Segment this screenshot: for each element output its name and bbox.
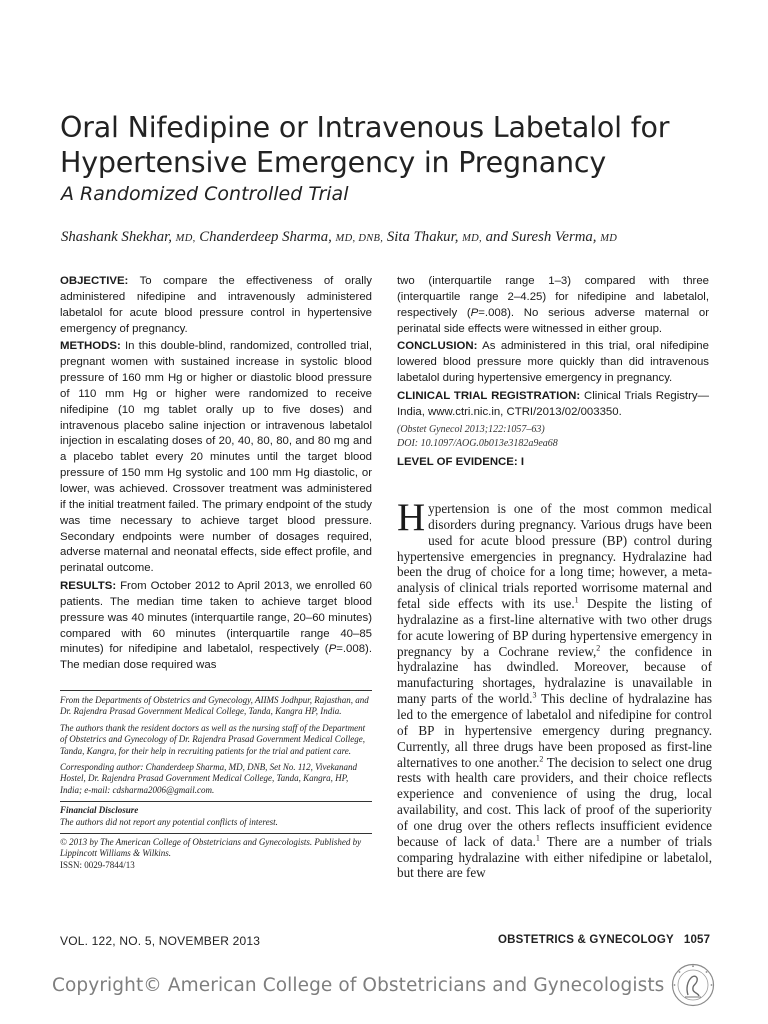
article-subtitle: A Randomized Controlled Trial — [61, 183, 349, 205]
body-part: This decline of hydralazine has led to the emergence of labetalol and nifedipine for control of BP in hypertensive emergency during pregnancy. Currently, all three drugs have been proposed as first-line alternatives to one another. — [397, 691, 712, 770]
article-title: Oral Nifedipine or Intravenous Labetalol for Hypertensive Emergency in Pregnancy — [60, 111, 670, 179]
affiliation-note: From the Departments of Obstetrics and Gynecology, AIIMS Jodhpur, Rajasthan, and Dr. Rajendra Prasad Government Medical College, Tanda, Kangra HP, India. — [60, 695, 369, 717]
author-degree: MD, DNB, — [335, 233, 384, 244]
methods-label: METHODS: — [60, 340, 121, 353]
results-p-symbol: P — [328, 643, 337, 656]
methods-text: In this double-blind, randomized, controlled trial, pregnant women with sustained increase in systolic blood pressure of 160 mm Hg or higher or diastolic blood pressure of 110 mm Hg or higher were randomized to receive nifedipine (10 mg tablet orally up to five doses) and intravenous placebo saline injection or intravenous labetalol injection in escalating doses of 20, 40, 80, 80, and 80 mg and a placebo tablet every 20 minutes until the target blood pressure of 150 mm Hg systolic and 100 mm Hg diastolic, or lower, was achieved. Crossover treatment was administered if the initial treatment failed. The primary endpoint of the study was time necessary to achieve target blood pressure. Secondary endpoints were number of dosages required, adverse maternal and neonatal effects, side effect profile, and perinatal outcome. — [60, 340, 372, 575]
objective-label: OBJECTIVE: — [60, 275, 129, 287]
body-part: There are a number of trials comparing hydralazine with either nifedipine or labetalol, but there are few — [397, 833, 712, 881]
abstract-right-column — [397, 274, 709, 472]
reference-marker: 2 — [539, 754, 544, 764]
author-name: Shashank Shekhar, — [61, 229, 172, 245]
citation-line: (Obstet Gynecol 2013;122:1057–63) — [397, 423, 545, 435]
author-list — [61, 229, 721, 246]
registration-label: CLINICAL TRIAL REGISTRATION: — [397, 389, 581, 402]
body-part: ypertension is one of the most common medical disorders during pregnancy. Various drugs have been used for acute blood pressure (BP) control during hypertensive emergencies in pregnancy. Hydralazine had been the drug of choice for a long time; however, a meta-analysis of clinical trials reported worrisome maternal and fetal side effects with its use. — [397, 501, 712, 612]
running-footer-volume: VOL. 122, NO. 5, NOVEMBER 2013 — [60, 934, 261, 948]
body-part: The decision to select one drug rests with health care providers, and their choice reflects experience and convenience of using the drug, local availability, and cost. This lack of proof of the superiority of one drug over the others reflects insufficient evidence because of lack of data. — [397, 754, 712, 849]
reference-marker: 3 — [532, 690, 537, 700]
running-footer-journal — [498, 934, 710, 946]
evidence-value: I — [520, 455, 525, 468]
body-text — [397, 496, 712, 881]
evidence-label: LEVEL OF EVIDENCE: — [397, 455, 518, 468]
abstract-results — [60, 579, 372, 674]
college-seal-icon — [671, 963, 715, 1007]
body-part: Despite the listing of hydralazine as a first-line alternative with two other drugs for acute lowering of BP during hypertensive emergency in pregnancy by a Cochrane review, — [397, 596, 712, 659]
abstract-results-continued — [397, 274, 709, 337]
reference-marker: 1 — [535, 833, 540, 843]
registration-text: Clinical Trials Registry—India, www.ctri.nic.in, CTRI/2013/02/003350. — [397, 389, 709, 418]
abstract-left-column — [60, 274, 372, 676]
author-name: and Suresh Verma, — [485, 229, 597, 245]
author-degree: MD, — [462, 233, 482, 244]
page-number: 1057 — [683, 934, 711, 946]
author-name: Chanderdeep Sharma, — [199, 229, 332, 245]
acknowledgement-note: The authors thank the resident doctors as well as the nursing staff of the Department of Obstetrics and Gynecology of Dr. Rajendra Prasad Government Medical College, Tanda, Kangra, for their help in recruiting patients for the trial and patient care. — [60, 722, 366, 756]
footnotes — [60, 690, 372, 871]
abstract-conclusion — [397, 339, 709, 387]
journal-name: OBSTETRICS & GYNECOLOGY — [498, 934, 674, 946]
abstract-methods — [60, 339, 372, 577]
conclusion-label: CONCLUSION: — [397, 340, 478, 353]
drop-cap: H — [397, 496, 426, 539]
results-text-tail: =.008). The median dose required was — [60, 643, 372, 672]
abstract-registration — [397, 389, 709, 421]
objective-text: To compare the effectiveness of orally administered nifedipine and intravenously administered labetalol for acute blood pressure control in hypertensive emergency of pregnancy. — [60, 275, 373, 335]
level-of-evidence — [397, 455, 709, 471]
issn-note: ISSN: 0029-7844/13 — [60, 859, 135, 870]
reference-marker: 2 — [596, 643, 601, 653]
results-label: RESULTS: — [60, 580, 117, 593]
author-degree: MD, — [175, 233, 196, 244]
results-text: From October 2012 to April 2013, we enrolled 60 patients. The median time taken to achieve target blood pressure was 40 minutes (interquartile range, 20–60 minutes) compared with 60 minutes (interquartile range 40–85 minutes) for nifedipine and labetalol, respectively ( — [60, 580, 372, 656]
results-continued-text: two (interquartile range 1–3) compared with three (interquartile range 2–4.25) for nifedipine and labetalol, respectively ( — [397, 275, 709, 319]
abstract-objective — [60, 274, 372, 337]
copyright-note — [60, 833, 372, 860]
results-end: =.008). No serious adverse maternal or perinatal side effects were witnessed in either group. — [397, 306, 709, 335]
copyright-text: © 2013 by The American College of Obstetricians and Gynecologists. Published by Lippincott Williams & Wilkins. — [60, 837, 362, 859]
doi-line: DOI: 10.1097/AOG.0b013e3182a9ea68 — [397, 437, 558, 449]
author-name: Sita Thakur, — [386, 229, 459, 245]
copyright-watermark: Copyright© American College of Obstetricians and Gynecologists — [52, 975, 665, 996]
results-p-symbol: P — [470, 306, 479, 319]
financial-disclosure-text: The authors did not report any potential conflicts of interest. — [60, 816, 278, 827]
author-degree: MD — [600, 233, 618, 244]
body-part: the confidence in hydralazine has dwindled. Moreover, because of manufacturing shortages, hydralazine is unavailable in many parts of the world. — [397, 643, 712, 707]
financial-disclosure-heading: Financial Disclosure — [60, 801, 372, 816]
corresponding-author-note: Corresponding author: Chanderdeep Sharma, MD, DNB, Set No. 112, Vivekanand Hostel, Dr. Rajendra Prasad Government Medical College, Tanda, Kangra, HP, India; e-mail: cdsharma2006@gmail.com. — [60, 762, 357, 795]
reference-marker: 1 — [574, 595, 579, 605]
conclusion-text: As administered in this trial, oral nifedipine lowered blood pressure more quickly than did intravenous labetalol during hypertensive emergency in pregnancy. — [397, 340, 709, 385]
